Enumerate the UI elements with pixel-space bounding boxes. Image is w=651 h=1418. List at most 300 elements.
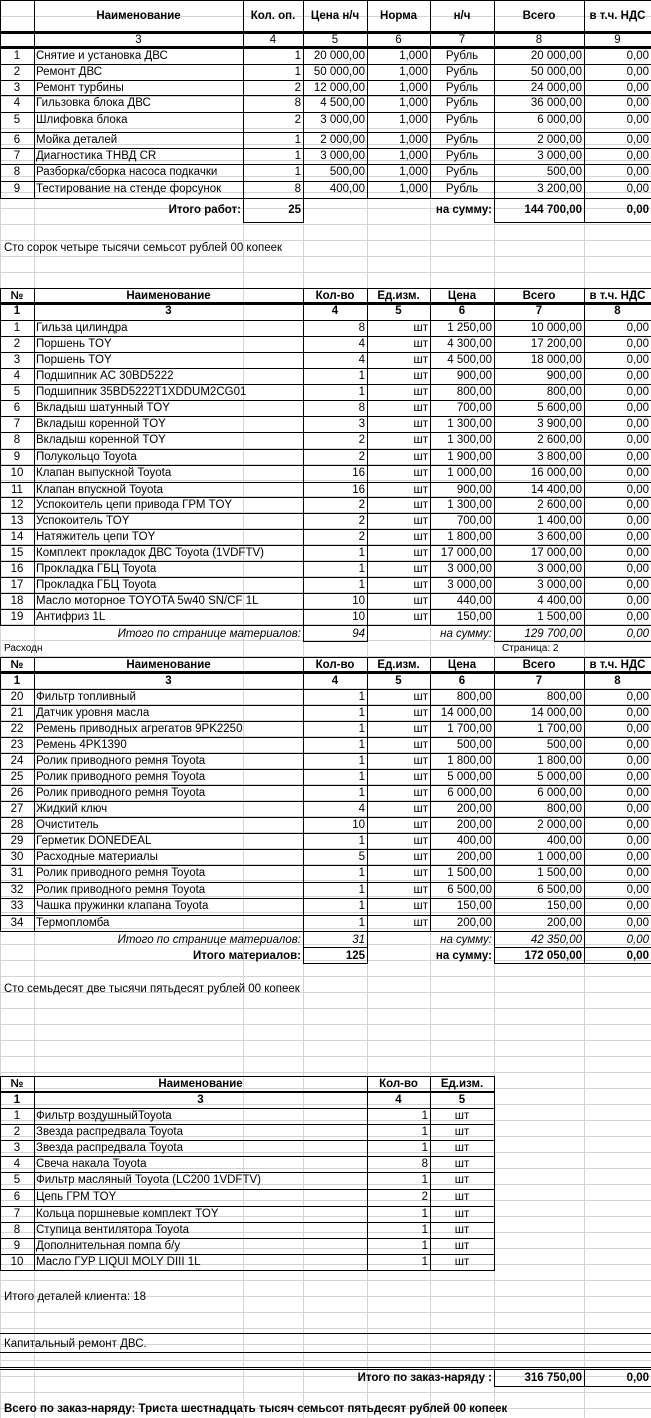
works-row-cell: 1 bbox=[294, 66, 301, 78]
client-parts-header-cell: Кол-во bbox=[379, 1078, 418, 1090]
materials-row-cell: 1 000,00 bbox=[447, 467, 492, 479]
materials-row-cell: шт bbox=[413, 499, 428, 511]
materials-row-cell: шт bbox=[413, 418, 428, 430]
works-row-cell: Рубль bbox=[445, 166, 479, 178]
materials-total-in-words: Сто семьдесят две тысячи пятьдесят рублей 00 копеек bbox=[4, 983, 300, 995]
sheet-gridline-h bbox=[0, 1360, 651, 1361]
materials-row-cell: Вкладыш шатунный TOY bbox=[36, 402, 170, 414]
materials-row-cell: 700,00 bbox=[456, 515, 492, 527]
materials-header-cell: в т.ч. НДС bbox=[589, 290, 646, 302]
materials-row-cell: 34 bbox=[10, 917, 24, 929]
client-parts-row-cell: 9 bbox=[13, 1240, 21, 1252]
client-parts-row-cell: шт bbox=[454, 1191, 470, 1203]
materials-row-cell: 900,00 bbox=[456, 484, 492, 496]
materials-row-cell: 5 bbox=[358, 851, 365, 863]
materials-row-cell: 2 000,00 bbox=[537, 819, 582, 831]
materials-row-cell: 0,00 bbox=[626, 803, 649, 815]
works-header-cell: Всего bbox=[522, 10, 556, 22]
materials-col-number: 5 bbox=[395, 675, 402, 687]
materials-row-cell: шт bbox=[413, 515, 428, 527]
works-table-hline bbox=[0, 0, 651, 1]
materials-row-cell: 2 bbox=[358, 499, 365, 511]
materials-row-cell: 14 000,00 bbox=[440, 707, 492, 719]
client-parts-row-cell: 1 bbox=[421, 1240, 428, 1252]
materials-row-cell: шт bbox=[413, 900, 428, 912]
materials-page1-total-vat: 0,00 bbox=[626, 628, 649, 640]
works-row-cell: Разборка/сборка насоса подкачки bbox=[36, 166, 218, 178]
materials-row-cell: шт bbox=[413, 386, 428, 398]
client-parts-row-cell: Кольца поршневые комплект TOY bbox=[36, 1208, 219, 1220]
materials-row-cell: 17 000,00 bbox=[440, 547, 492, 559]
works-row-cell: 2 bbox=[294, 114, 301, 126]
works-row-cell: 1 bbox=[294, 134, 301, 146]
works-col-number: 7 bbox=[458, 34, 466, 46]
client-parts-table-hline bbox=[0, 1270, 495, 1271]
materials-row-cell: 0,00 bbox=[626, 787, 649, 799]
materials-col-number: 7 bbox=[535, 675, 543, 687]
materials-row-cell: 200,00 bbox=[546, 917, 582, 929]
works-row-cell: 0,00 bbox=[626, 66, 649, 78]
materials-row-cell: 0,00 bbox=[626, 515, 649, 527]
works-row-cell: 0,00 bbox=[626, 97, 649, 109]
materials-row-cell: 0,00 bbox=[626, 418, 649, 430]
materials-row-cell: 30 bbox=[10, 851, 24, 863]
materials-col-number: 6 bbox=[458, 305, 466, 317]
works-row-cell: 1 bbox=[294, 150, 301, 162]
materials-row-cell: шт bbox=[413, 563, 428, 575]
materials-row-cell: 26 bbox=[10, 787, 24, 799]
materials-col-number: 5 bbox=[395, 305, 402, 317]
client-parts-row-cell: шт bbox=[454, 1110, 470, 1122]
materials-row-cell: шт bbox=[413, 707, 428, 719]
works-row-cell: 500,00 bbox=[546, 166, 582, 178]
materials-row-cell: 0,00 bbox=[626, 467, 649, 479]
materials-row-cell: 28 bbox=[10, 819, 24, 831]
client-parts-total: Итого деталей клиента: 18 bbox=[4, 1291, 147, 1303]
works-col-number: 3 bbox=[135, 34, 142, 46]
materials-header-cell: № bbox=[10, 290, 24, 302]
works-row-cell: 0,00 bbox=[626, 183, 649, 195]
materials-row-cell: 1 bbox=[358, 691, 365, 703]
materials-row-cell: 1 400,00 bbox=[537, 515, 582, 527]
materials-row-cell: Ролик приводного ремня Toyota bbox=[36, 884, 206, 896]
page-number: Страница: 2 bbox=[502, 643, 559, 654]
materials-page1-total-label: Итого по странице материалов: bbox=[117, 628, 301, 640]
client-parts-row-cell: шт bbox=[454, 1208, 470, 1220]
remark-border bbox=[0, 1333, 651, 1334]
materials-total-count: 125 bbox=[345, 950, 365, 962]
materials-row-cell: шт bbox=[413, 819, 428, 831]
materials-row-cell: 1 bbox=[358, 867, 365, 879]
client-parts-row-cell: Звезда распредвала Toyota bbox=[36, 1126, 183, 1138]
client-parts-row-cell: шт bbox=[454, 1224, 470, 1236]
materials-row-cell: шт bbox=[413, 771, 428, 783]
materials-row-cell: 5 600,00 bbox=[537, 402, 582, 414]
client-parts-row-cell: шт bbox=[454, 1256, 470, 1268]
materials-row-cell: 500,00 bbox=[546, 739, 582, 751]
materials-row-cell: 0,00 bbox=[626, 484, 649, 496]
materials-row-cell: шт bbox=[413, 434, 428, 446]
materials-row-cell: 17 200,00 bbox=[530, 338, 582, 350]
materials-row-cell: 10 bbox=[10, 467, 24, 479]
works-sum-label: на сумму: bbox=[435, 204, 492, 216]
works-row-cell: 3 bbox=[13, 82, 21, 94]
materials-row-cell: Термопломба bbox=[36, 917, 110, 929]
client-parts-row-cell: 6 bbox=[13, 1191, 21, 1203]
materials-row-cell: Расходные материалы bbox=[36, 851, 158, 863]
materials-row-cell: Датчик уровня масла bbox=[36, 707, 150, 719]
materials-row-cell: 29 bbox=[10, 835, 24, 847]
materials-col-number: 8 bbox=[614, 305, 621, 317]
materials-row-cell: 14 000,00 bbox=[530, 707, 582, 719]
materials-row-cell: 5 000,00 bbox=[537, 771, 582, 783]
sheet-gridline-h bbox=[0, 256, 651, 257]
client-parts-row-cell: 1 bbox=[421, 1208, 428, 1220]
materials-row-cell: 1 500,00 bbox=[447, 867, 492, 879]
works-row-cell: 1 bbox=[13, 50, 21, 62]
works-row-cell: Рубль bbox=[445, 66, 479, 78]
works-row-cell: 0,00 bbox=[626, 134, 649, 146]
client-parts-row-cell: Дополнительная помпа б/у bbox=[36, 1240, 181, 1252]
materials-row-cell: Натяжитель цепи TOY bbox=[36, 531, 156, 543]
works-row-cell: 3 000,00 bbox=[320, 114, 365, 126]
works-row-cell: 2 000,00 bbox=[537, 134, 582, 146]
works-row-cell: 9 bbox=[13, 183, 21, 195]
materials-row-cell: 1 800,00 bbox=[447, 755, 492, 767]
client-parts-row-cell: шт bbox=[454, 1142, 470, 1154]
materials-row-cell: 6 500,00 bbox=[537, 884, 582, 896]
materials-row-cell: 2 bbox=[358, 451, 365, 463]
client-parts-row-cell: Свеча накала Toyota bbox=[36, 1158, 147, 1170]
materials-row-cell: 2 600,00 bbox=[537, 499, 582, 511]
materials-row-cell: 0,00 bbox=[626, 900, 649, 912]
materials-row-cell: 5 000,00 bbox=[447, 771, 492, 783]
works-row-cell: Шлифовка блока bbox=[36, 114, 128, 126]
materials-row-cell: шт bbox=[413, 691, 428, 703]
works-row-cell: 2 bbox=[294, 82, 301, 94]
materials-col-number: 3 bbox=[165, 305, 172, 317]
client-parts-row-cell: 1 bbox=[13, 1110, 21, 1122]
sheet-gridline-h bbox=[0, 1392, 651, 1393]
materials-row-cell: 4 400,00 bbox=[537, 595, 582, 607]
grand-total-in-words: Всего по заказ-наряду: Триста шестнадцать тысяч семьсот пятьдесят рублей 00 копеек bbox=[4, 1403, 508, 1415]
materials-row-cell: 0,00 bbox=[626, 402, 649, 414]
sheet-gridline-h bbox=[0, 1072, 651, 1073]
materials-row-cell: 2 600,00 bbox=[537, 434, 582, 446]
materials-row-cell: шт bbox=[413, 484, 428, 496]
materials-row-cell: 0,00 bbox=[626, 579, 649, 591]
materials-row-cell: Вкладыш коренной TOY bbox=[36, 434, 166, 446]
materials-row-cell: 0,00 bbox=[626, 563, 649, 575]
materials-row-cell: 13 bbox=[10, 515, 24, 527]
materials-row-cell: 1 700,00 bbox=[447, 723, 492, 735]
works-row-cell: 500,00 bbox=[329, 166, 365, 178]
materials-row-cell: шт bbox=[413, 370, 428, 382]
materials-row-cell: 2 bbox=[358, 531, 365, 543]
materials-row-cell: 3 900,00 bbox=[537, 418, 582, 430]
materials-row-cell: 1 900,00 bbox=[447, 451, 492, 463]
materials-row-cell: 3 800,00 bbox=[537, 451, 582, 463]
works-header-cell: в т.ч. НДС bbox=[589, 10, 646, 22]
materials-row-cell: шт bbox=[413, 787, 428, 799]
client-parts-row-cell: Фильтр масляный Toyota (LC200 1VDFTV) bbox=[36, 1174, 261, 1186]
materials-row-cell: шт bbox=[413, 531, 428, 543]
materials-row-cell: 6 500,00 bbox=[447, 884, 492, 896]
materials-row-cell: Масло моторное TOYOTA 5w40 SN/CF 1L bbox=[36, 595, 259, 607]
works-table-hline bbox=[0, 198, 651, 199]
client-parts-row-cell: 7 bbox=[13, 1208, 21, 1220]
works-row-cell: 1,000 bbox=[399, 183, 428, 195]
materials-row-cell: 1 300,00 bbox=[447, 418, 492, 430]
works-row-cell: 1,000 bbox=[399, 150, 428, 162]
materials-row-cell: 10 bbox=[352, 611, 365, 623]
materials-row-cell: 4 bbox=[13, 370, 21, 382]
client-parts-row-cell: 5 bbox=[13, 1174, 21, 1186]
materials-row-cell: Клапан выпускной Toyota bbox=[36, 467, 172, 479]
materials-row-cell: 2 bbox=[358, 434, 365, 446]
materials-row-cell: 440,00 bbox=[456, 595, 492, 607]
sheet-gridline-h bbox=[0, 1280, 651, 1281]
materials-row-cell: 6 000,00 bbox=[537, 787, 582, 799]
works-row-cell: Рубль bbox=[445, 134, 479, 146]
order-total-border bbox=[0, 1367, 651, 1368]
materials-row-cell: 2 bbox=[358, 515, 365, 527]
materials-row-cell: шт bbox=[413, 579, 428, 591]
materials-row-cell: Подшипник 35BD5222T1XDDUM2CG01 bbox=[36, 386, 247, 398]
client-parts-header-cell: Ед.изм. bbox=[440, 1078, 484, 1090]
materials-row-cell: 1 250,00 bbox=[447, 322, 492, 334]
works-total-border bbox=[494, 222, 651, 223]
materials-total-vat: 0,00 bbox=[626, 950, 649, 962]
works-row-cell: 7 bbox=[13, 150, 21, 162]
works-header-cell: Цена н/ч bbox=[310, 10, 360, 22]
materials-row-cell: 200,00 bbox=[456, 803, 492, 815]
materials-row-cell: шт bbox=[413, 739, 428, 751]
client-parts-row-cell: 2 bbox=[421, 1191, 428, 1203]
works-row-cell: 1,000 bbox=[399, 50, 428, 62]
materials-col-number: 8 bbox=[614, 675, 621, 687]
materials-row-cell: 1 700,00 bbox=[537, 723, 582, 735]
materials-row-cell: 150,00 bbox=[546, 900, 582, 912]
materials-row-cell: 0,00 bbox=[626, 611, 649, 623]
materials-row-cell: 0,00 bbox=[626, 771, 649, 783]
works-header-cell: н/ч bbox=[453, 10, 471, 22]
materials-row-cell: 1 bbox=[358, 787, 365, 799]
works-row-cell: 1,000 bbox=[399, 166, 428, 178]
works-row-cell: Рубль bbox=[445, 114, 479, 126]
works-header-cell: Норма bbox=[380, 10, 417, 22]
client-parts-row-cell: шт bbox=[454, 1158, 470, 1170]
materials-row-cell: 4 bbox=[358, 803, 365, 815]
materials-row-cell: 32 bbox=[10, 884, 24, 896]
materials-total-label: Итого материалов: bbox=[193, 950, 301, 962]
materials-row-cell: шт bbox=[413, 611, 428, 623]
materials-row-cell: 0,00 bbox=[626, 739, 649, 751]
materials-row-cell: 3 000,00 bbox=[447, 579, 492, 591]
works-row-cell: 6 000,00 bbox=[537, 114, 582, 126]
materials-row-cell: шт bbox=[413, 338, 428, 350]
materials-row-cell: шт bbox=[413, 402, 428, 414]
materials-row-cell: 18 bbox=[10, 595, 24, 607]
materials-row-cell: шт bbox=[413, 595, 428, 607]
works-header-cell: Кол. оп. bbox=[250, 10, 296, 22]
works-row-cell: 50 000,00 bbox=[313, 66, 365, 78]
materials-row-cell: 1 bbox=[358, 739, 365, 751]
materials-row-cell: 1 bbox=[358, 563, 365, 575]
sheet-gridline-h bbox=[0, 1328, 651, 1329]
materials-row-cell: 5 bbox=[13, 386, 21, 398]
materials-row-cell: 16 bbox=[352, 467, 365, 479]
materials-row-cell: 0,00 bbox=[626, 595, 649, 607]
materials-row-cell: 1 bbox=[358, 884, 365, 896]
works-row-cell: 0,00 bbox=[626, 166, 649, 178]
client-parts-row-cell: шт bbox=[454, 1174, 470, 1186]
client-parts-row-cell: 8 bbox=[421, 1158, 428, 1170]
works-row-cell: Снятие и установка ДВС bbox=[36, 50, 168, 62]
client-parts-row-cell: 10 bbox=[10, 1256, 24, 1268]
materials-row-cell: 23 bbox=[10, 739, 24, 751]
materials-row-cell: Ролик приводного ремня Toyota bbox=[36, 867, 206, 879]
client-parts-row-cell: шт bbox=[454, 1126, 470, 1138]
materials-row-cell: 6 bbox=[13, 402, 21, 414]
client-parts-row-cell: шт bbox=[454, 1240, 470, 1252]
materials-row-cell: 0,00 bbox=[626, 322, 649, 334]
materials-row-cell: 1 800,00 bbox=[537, 755, 582, 767]
materials-row-cell: 1 bbox=[358, 370, 365, 382]
materials-row-cell: 18 000,00 bbox=[530, 354, 582, 366]
client-parts-col-number: 5 bbox=[458, 1094, 466, 1106]
materials-row-cell: 200,00 bbox=[456, 917, 492, 929]
materials-header-cell: Наименование bbox=[126, 290, 211, 302]
sheet-gridline-h bbox=[0, 1008, 651, 1009]
materials-row-cell: 0,00 bbox=[626, 499, 649, 511]
works-total-border bbox=[243, 222, 304, 223]
materials-row-cell: Комплект прокладок ДВС Toyota (1VDFTV) bbox=[36, 547, 264, 559]
materials-row-cell: шт bbox=[413, 451, 428, 463]
materials-header-cell: Кол-во bbox=[315, 290, 355, 302]
materials-row-cell: 17 000,00 bbox=[530, 547, 582, 559]
materials-row-cell: шт bbox=[413, 322, 428, 334]
materials-page1-total-sum: 129 700,00 bbox=[524, 628, 582, 640]
materials-col-number: 4 bbox=[331, 305, 339, 317]
materials-row-cell: 6 000,00 bbox=[447, 787, 492, 799]
materials-header-cell: Ед.изм. bbox=[377, 290, 420, 302]
client-parts-col-number: 3 bbox=[197, 1094, 204, 1106]
sheet-gridline-h bbox=[0, 1024, 651, 1025]
materials-row-cell: Поршень TOY bbox=[36, 338, 112, 350]
works-row-cell: Рубль bbox=[445, 183, 479, 195]
materials-row-cell: 1 bbox=[358, 900, 365, 912]
works-col-number: 4 bbox=[269, 34, 277, 46]
materials-row-cell: 8 bbox=[13, 434, 21, 446]
materials-row-cell: шт bbox=[413, 835, 428, 847]
materials-row-cell: 0,00 bbox=[626, 723, 649, 735]
materials-header-cell: Всего bbox=[522, 290, 556, 302]
materials-row-cell: Очиститель bbox=[36, 819, 99, 831]
works-total-vat: 0,00 bbox=[626, 204, 649, 216]
materials-row-cell: 4 bbox=[358, 354, 365, 366]
materials-col-number: 6 bbox=[458, 675, 466, 687]
materials-row-cell: 0,00 bbox=[626, 851, 649, 863]
materials-row-cell: 800,00 bbox=[546, 386, 582, 398]
materials-row-cell: 24 bbox=[10, 755, 24, 767]
works-row-cell: 0,00 bbox=[626, 50, 649, 62]
materials-row-cell: 2 bbox=[13, 338, 21, 350]
materials-header-cell: Ед.изм. bbox=[377, 659, 420, 671]
materials-row-cell: 10 bbox=[352, 595, 365, 607]
materials-row-cell: Антифриз 1L bbox=[36, 611, 106, 623]
materials-row-cell: 0,00 bbox=[626, 531, 649, 543]
materials-row-cell: 19 bbox=[10, 611, 24, 623]
order-remark: Капитальный ремонт ДВС. bbox=[4, 1338, 147, 1350]
works-row-cell: 6 bbox=[13, 134, 21, 146]
works-col-number: 9 bbox=[614, 34, 621, 46]
sheet-gridline-h bbox=[0, 1040, 651, 1041]
materials-row-cell: 17 bbox=[10, 579, 24, 591]
materials-row-cell: 0,00 bbox=[626, 354, 649, 366]
materials-row-cell: 1 000,00 bbox=[537, 851, 582, 863]
materials-row-cell: Ролик приводного ремня Toyota bbox=[36, 755, 206, 767]
works-row-cell: Рубль bbox=[445, 150, 479, 162]
sheet-gridline-h bbox=[0, 272, 651, 273]
sheet-gridline-h bbox=[0, 1312, 651, 1313]
materials-row-cell: шт bbox=[413, 867, 428, 879]
materials-page2-total-sum: 42 350,00 bbox=[530, 934, 582, 946]
materials-row-cell: 0,00 bbox=[626, 835, 649, 847]
client-parts-header-cell: Наименование bbox=[158, 1078, 243, 1090]
materials-header-cell: Цена bbox=[447, 659, 477, 671]
materials-col-number: 7 bbox=[535, 305, 543, 317]
materials-row-cell: Полукольцо Toyota bbox=[36, 451, 137, 463]
materials-row-cell: 1 bbox=[358, 917, 365, 929]
materials-col-number: 1 bbox=[13, 305, 21, 317]
client-parts-row-cell: Звезда распредвала Toyota bbox=[36, 1142, 183, 1154]
sheet-gridline-h bbox=[0, 1056, 651, 1057]
materials-row-cell: 21 bbox=[10, 707, 24, 719]
works-col-number: 5 bbox=[331, 34, 339, 46]
client-parts-row-cell: Фильтр воздушныйToyota bbox=[36, 1110, 172, 1122]
works-row-cell: 0,00 bbox=[626, 114, 649, 126]
works-total-border bbox=[303, 198, 304, 222]
materials-row-cell: 7 bbox=[13, 418, 21, 430]
client-parts-col-number: 1 bbox=[13, 1094, 21, 1106]
materials-row-cell: 16 bbox=[10, 563, 24, 575]
client-parts-header-cell: № bbox=[10, 1078, 24, 1090]
materials-row-cell: 900,00 bbox=[546, 370, 582, 382]
materials-row-cell: 0,00 bbox=[626, 884, 649, 896]
materials-row-cell: 15 bbox=[10, 547, 24, 559]
materials-row-cell: 31 bbox=[10, 867, 24, 879]
client-parts-row-cell: 2 bbox=[13, 1126, 21, 1138]
materials-row-cell: 400,00 bbox=[456, 835, 492, 847]
materials-row-cell: 1 500,00 bbox=[537, 611, 582, 623]
client-parts-row-cell: 4 bbox=[13, 1158, 21, 1170]
client-parts-col-number: 4 bbox=[395, 1094, 402, 1106]
works-row-cell: 2 000,00 bbox=[320, 134, 365, 146]
materials-row-cell: шт bbox=[413, 467, 428, 479]
materials-row-cell: 0,00 bbox=[626, 338, 649, 350]
works-row-cell: 50 000,00 bbox=[530, 66, 582, 78]
materials-row-cell: 1 300,00 bbox=[447, 434, 492, 446]
materials-row-cell: 1 bbox=[13, 322, 21, 334]
materials-header-cell: № bbox=[10, 659, 24, 671]
materials-col-number: 4 bbox=[331, 675, 339, 687]
materials-row-cell: 800,00 bbox=[456, 691, 492, 703]
materials-row-cell: 800,00 bbox=[546, 803, 582, 815]
materials-row-cell: Прокладка ГБЦ Toyota bbox=[36, 563, 157, 575]
materials-row-cell: 150,00 bbox=[456, 611, 492, 623]
materials-row-cell: шт bbox=[413, 354, 428, 366]
